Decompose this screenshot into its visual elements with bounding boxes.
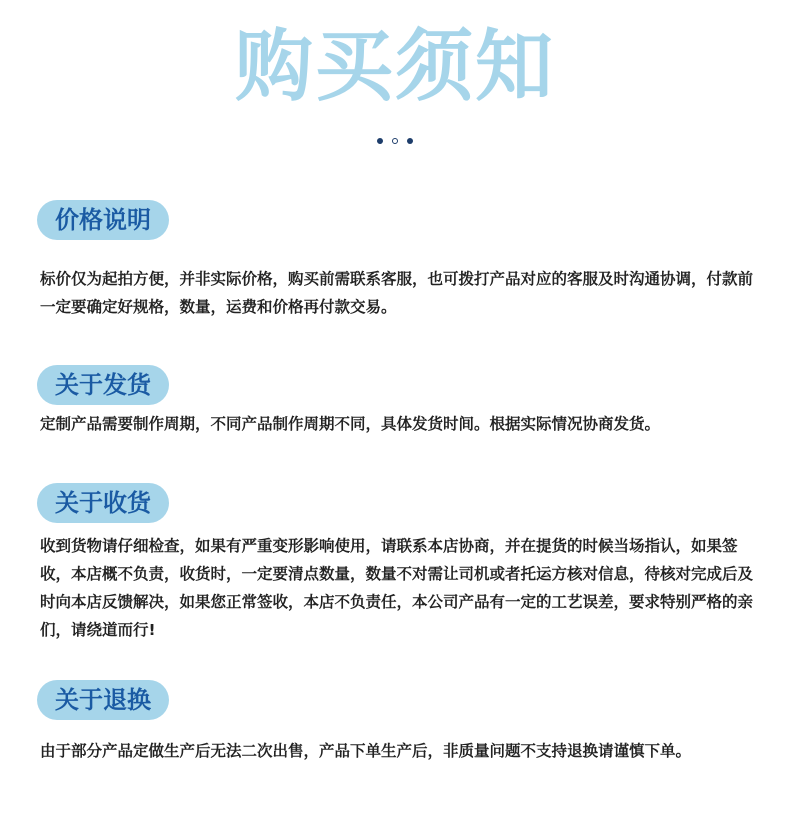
dot-icon <box>377 138 383 144</box>
section-heading-price: 价格说明 <box>37 200 169 240</box>
section-heading-receiving: 关于收货 <box>37 483 169 523</box>
decorative-dots <box>0 130 790 140</box>
section-text-shipping: 定制产品需要制作周期，不同产品制作周期不同，具体发货时间。根据实际情况协商发货。 <box>40 415 661 433</box>
dot-icon <box>407 138 413 144</box>
section-text-price: 标价仅为起拍方便，并非实际价格，购买前需联系客服，也可拨打产品对应的客服及时沟通协调，付款前一定要确定好规格，数量，运费和价格再付款交易。 <box>40 270 754 316</box>
section-text-receiving: 收到货物请仔细检查，如果有严重变形影响使用，请联系本店协商，并在提货的时候当场指认，如果签收，本店概不负责，收货时，一定要清点数量，数量不对需让司机或者托运方核对信息，待核对完成后及时向本店反馈解决，如果您正常签收，本店不负责任，本公司产品有一定的工艺误差，要求特别严格的亲们，请绕道而行! <box>40 537 754 639</box>
section-heading-shipping: 关于发货 <box>37 365 169 405</box>
page-title: 购买须知 <box>234 22 555 112</box>
section-text-returns: 由于部分产品定做生产后无法二次出售，产品下单生产后，非质量问题不支持退换请谨慎下单。 <box>40 742 692 760</box>
dot-icon <box>392 138 398 144</box>
section-heading-returns: 关于退换 <box>37 680 169 720</box>
